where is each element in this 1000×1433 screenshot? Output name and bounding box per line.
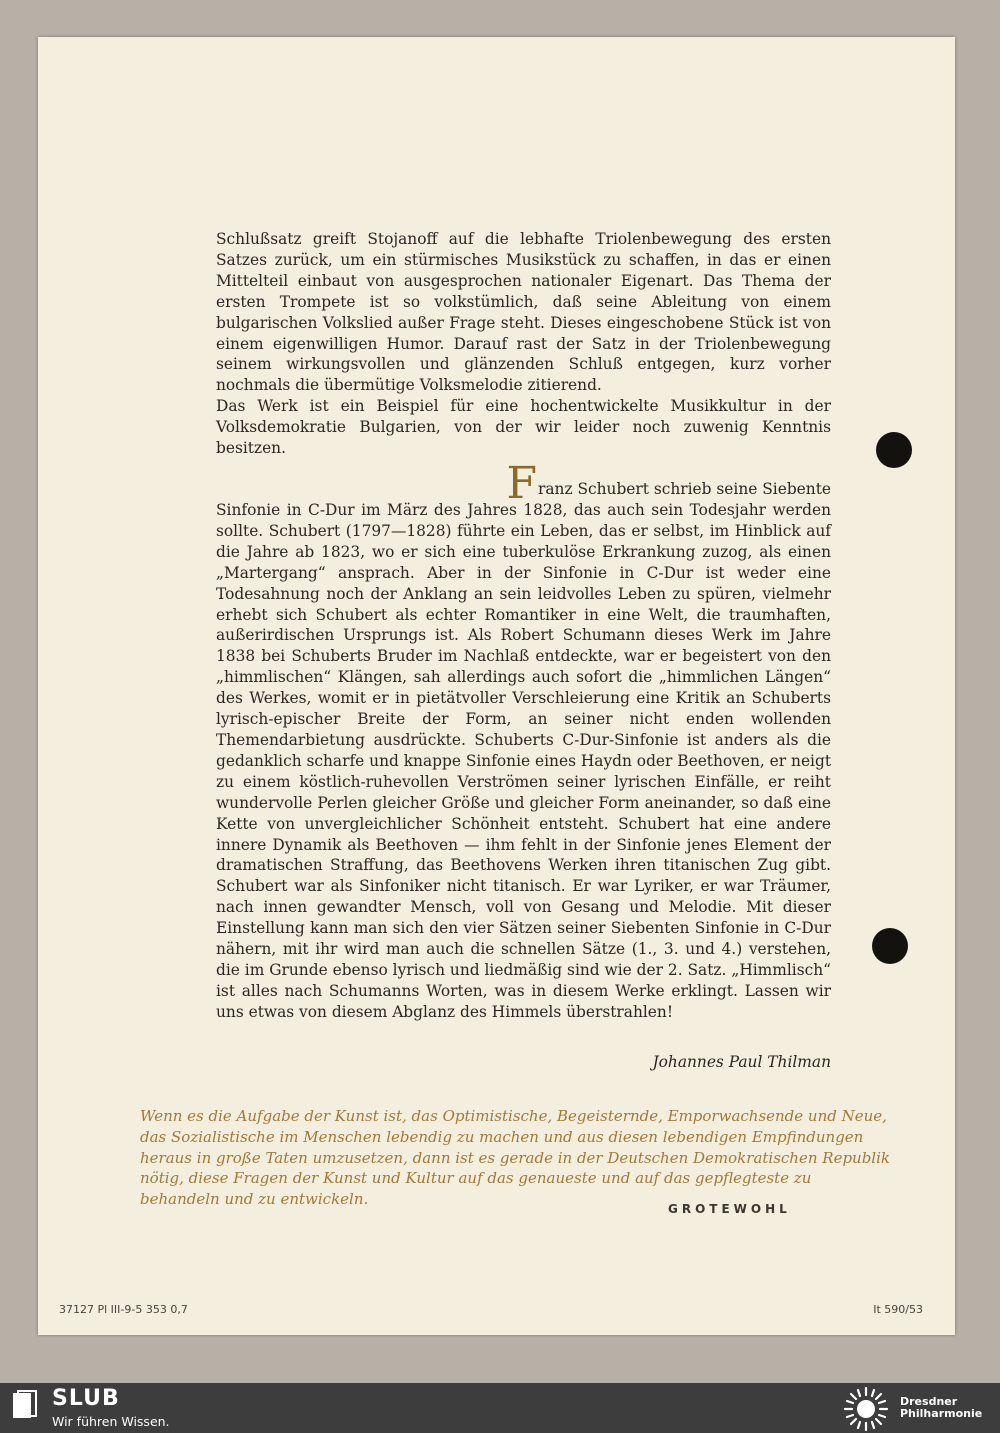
quote-text: Wenn es die Aufgabe der Kunst ist, das Optimistische, Begeisternde, Emporwachsende und Neue, das Sozialistische im Menschen lebendig zu machen und aus diesen lebendigen Empfindungen heraus in große Taten umzusetzen, dann ist es gerade in der Deutschen Demokratischen Republik nötig, diese Fragen der Kunst und Kultur auf das genaueste und auf das gepflegteste zu behandeln und zu entwickeln. [140, 1107, 890, 1209]
schubert-text [216, 458, 832, 1023]
document-page [38, 37, 955, 1335]
philharmonie-name [900, 1396, 982, 1420]
quote-author: GROTEWOHL [668, 1202, 791, 1216]
philharmonie-line1: Dresdner [900, 1395, 958, 1408]
philharmonie-logo-icon [843, 1386, 889, 1432]
drop-cap: F [506, 458, 538, 509]
article-author: Johannes Paul Thilman [652, 1053, 831, 1071]
intro-paragraph: Schlußsatz greift Stojanoff auf die lebhafte Triolenbewegung des ersten Satzes zurück, um ein stürmisches Musikstück zu schaffen, in das er einen Mittelteil einbaut von ausgesprochen nationaler Eigenart. Das Thema der ersten Trompete ist so volkstümlich, daß seine Ableitung von einem bulgarischen Volkslied außer Frage steht. Dieses eingeschobene Stück ist von einem eigenwilligen Humor. Darauf rast der Satz in der Triolenbewegung seinem wirkungsvollen und glänzenden Schluß entgegen, kurz vorher nochmals die übermütige Volksmelodie zitierend. [216, 230, 831, 395]
license-number: It 590/53 [873, 1303, 923, 1316]
punch-hole-bottom [872, 928, 908, 964]
philharmonie-line2: Philharmonie [900, 1407, 983, 1420]
print-code: 37127 Pl III-9-5 353 0,7 [59, 1303, 188, 1316]
slub-slogan: Wir führen Wissen. [52, 1414, 170, 1429]
slub-name: SLUB [52, 1386, 120, 1411]
branding-bar [0, 1383, 1000, 1433]
schubert-first-line [216, 458, 831, 509]
slub-logo-icon [12, 1390, 38, 1420]
punch-hole-top [876, 432, 912, 468]
closing-paragraph: Das Werk ist ein Beispiel für eine hochentwickelte Musikkultur in der Volksdemokratie Bulgarien, von der wir leider noch zuwenig Kenntnis besitzen. [216, 397, 831, 458]
intro-text [216, 229, 831, 459]
schubert-first-line-text: ranz Schubert schrieb seine Siebente [538, 480, 831, 498]
schubert-paragraph: Sinfonie in C-Dur im März des Jahres 1828, das auch sein Todesjahr werden sollte. Schubert (1797—1828) führte ein Leben, das er selbst, im Hinblick auf die Jahre ab 1823, wo er sich eine tuberkulöse Erkrankung zuzog, als einen „Martergang“ ansprach. Aber in der Sinfonie in C-Dur ist weder eine Todesahnung noch der Anklang an sein leidvolles Leben zu spüren, vielmehr erhebt sich Schubert als echter Romantiker in eine Welt, die traumhaften, außerirdischen Ursprungs ist. Als Robert Schumann dieses Werk im Jahre 1838 bei Schuberts Bruder im Nachlaß entdeckte, war er begeistert von den „himmlischen“ Klängen, sah allerdings auch sofort die „himmlichen Längen“ des Werkes, womit er in pietätvoller Verschleierung eine Kritik an Schuberts lyrisch-epischer Breite der Form, an seiner nicht enden wollenden Themendarbietung ausdrückte. Schuberts C-Dur-Sinfonie ist anders als die gedanklich scharfe und knappe Sinfonie eines Haydn oder Beethoven, er neigt zu einem köstlich-ruhevollen Verströmen seiner lyrischen Einfälle, er reiht wundervolle Perlen gleicher Größe und gleicher Form aneinander, so daß eine Kette von unvergleichlicher Schönheit entsteht. Schubert hat eine andere innere Dynamik als Beethoven — ihm fehlt in der Sinfonie jenes Element der dramatischen Straffung, das Beethovens Werken ihren titanischen Zug gibt. Schubert war als Sinfoniker nicht titanisch. Er war Lyriker, er war Träumer, nach innen gewandter Mensch, voll von Gesang und Melodie. Mit dieser Einstellung kann man sich den vier Sätzen seiner Siebenten Sinfonie in C-Dur nähern, mit ihr wird man auch die schnellen Sätze (1., 3. und 4.) verstehen, die im Grunde ebenso lyrisch und liedmäßig sind wie der 2. Satz. „Himmlisch“ ist alles nach Schumanns Worten, was in diesem Werke erklingt. Lassen wir uns etwas von diesem Abglanz des Himmels überstrahlen! [216, 501, 832, 1021]
